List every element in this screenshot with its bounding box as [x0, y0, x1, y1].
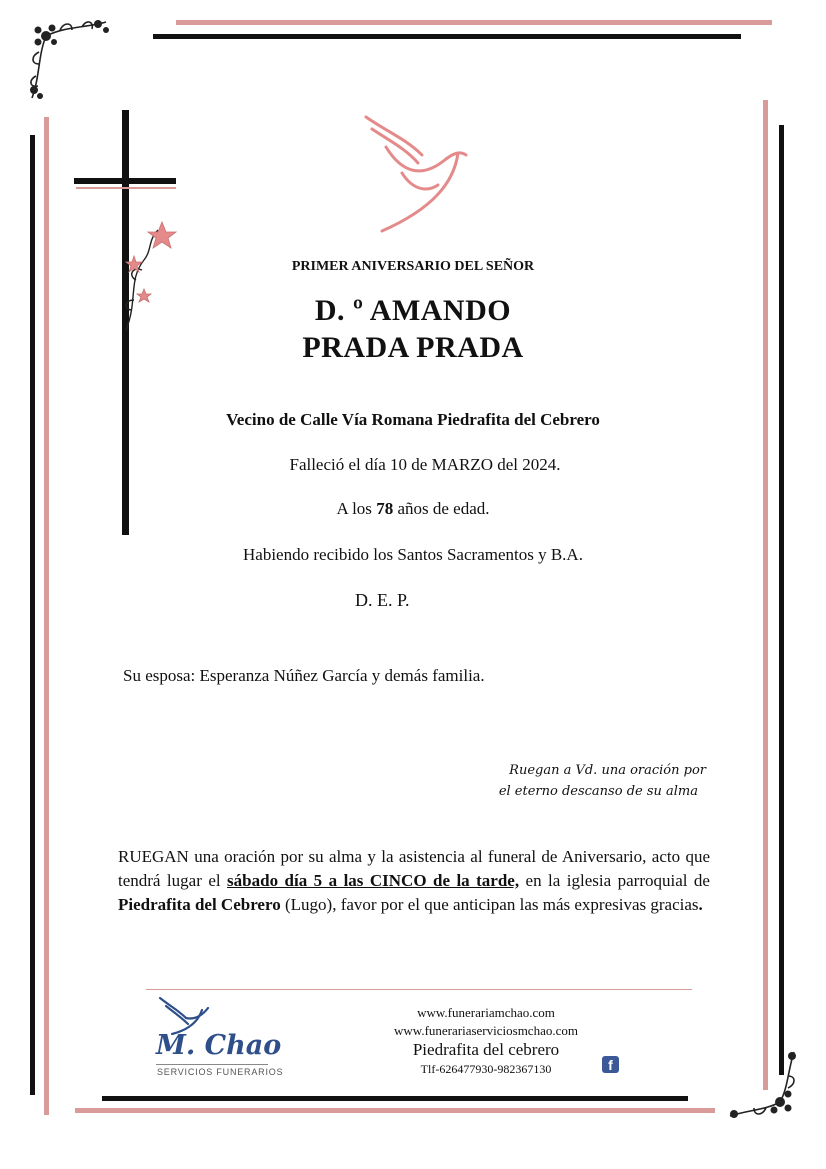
ceremony-text-1: RUEGAN una oración por su alma y la asistencia al funeral de Aniversario, acto que tendrá lugar el	[118, 847, 710, 890]
age-suffix: años de edad.	[393, 499, 490, 518]
prayer-note	[440, 760, 706, 802]
town-name: Piedrafita del cebrero	[412, 1040, 560, 1059]
anniversary-heading: PRIMER ANIVERSARIO DEL SEÑOR	[291, 259, 535, 274]
ceremony-text-2: en la iglesia parroquial de	[519, 871, 710, 890]
top-pink-bar	[176, 20, 772, 25]
phone-numbers: Tlf-626477930-982367130	[420, 1062, 552, 1076]
website-link-2[interactable]: www.funerariaserviciosmchao.com	[394, 1023, 578, 1038]
sacraments-line: Habiendo recibido los Santos Sacramentos y B.A.	[243, 545, 583, 564]
prayer-note-line1: Ruegan a Vd. una oración por	[509, 763, 706, 778]
bottom-black-bar	[102, 1096, 688, 1101]
right-pink-bar	[763, 100, 768, 1090]
age-value: 78	[376, 499, 394, 518]
ceremony-period: .	[698, 895, 703, 914]
death-date-line: Falleció el día 10 de MARZO del 2024.	[289, 455, 561, 474]
corner-ornament-bottom-right	[726, 1048, 800, 1122]
facebook-icon[interactable]: f	[602, 1056, 619, 1073]
dove-icon	[362, 113, 470, 235]
brand-subtitle: SERVICIOS FUNERARIOS	[157, 1067, 284, 1077]
brand-logo-text: M. Chao	[156, 1030, 282, 1061]
website-link-1[interactable]: www.funerariamchao.com	[417, 1005, 555, 1020]
cross-pink-line	[76, 187, 176, 189]
family-line: Su esposa: Esperanza Núñez García y demás familia.	[123, 666, 485, 685]
deceased-name-line1: D. º AMANDO	[314, 294, 512, 327]
corner-ornament-top-left	[26, 16, 112, 102]
ceremony-date: sábado día 5 a las CINCO de la tarde,	[227, 871, 520, 890]
age-prefix: A los	[336, 499, 377, 518]
dep-line: D. E. P.	[355, 590, 410, 610]
age-line	[0, 499, 826, 519]
church-name: Piedrafita del Cebrero	[118, 895, 281, 914]
cross-horizontal-beam	[74, 178, 176, 184]
ceremony-paragraph	[118, 845, 710, 917]
bottom-pink-bar	[75, 1108, 715, 1113]
residence-line: Vecino de Calle Vía Romana Piedrafita del Cebrero	[226, 410, 600, 429]
ceremony-text-3: (Lugo), favor por el que anticipan las más expresivas gracias	[280, 895, 699, 914]
footer-divider	[146, 989, 692, 990]
left-black-bar	[30, 135, 35, 1095]
prayer-note-line2: el eterno descanso de su alma	[498, 784, 698, 799]
top-black-bar	[153, 34, 741, 39]
deceased-name-line2: PRADA PRADA	[302, 331, 524, 364]
brand-underline	[156, 1064, 268, 1065]
